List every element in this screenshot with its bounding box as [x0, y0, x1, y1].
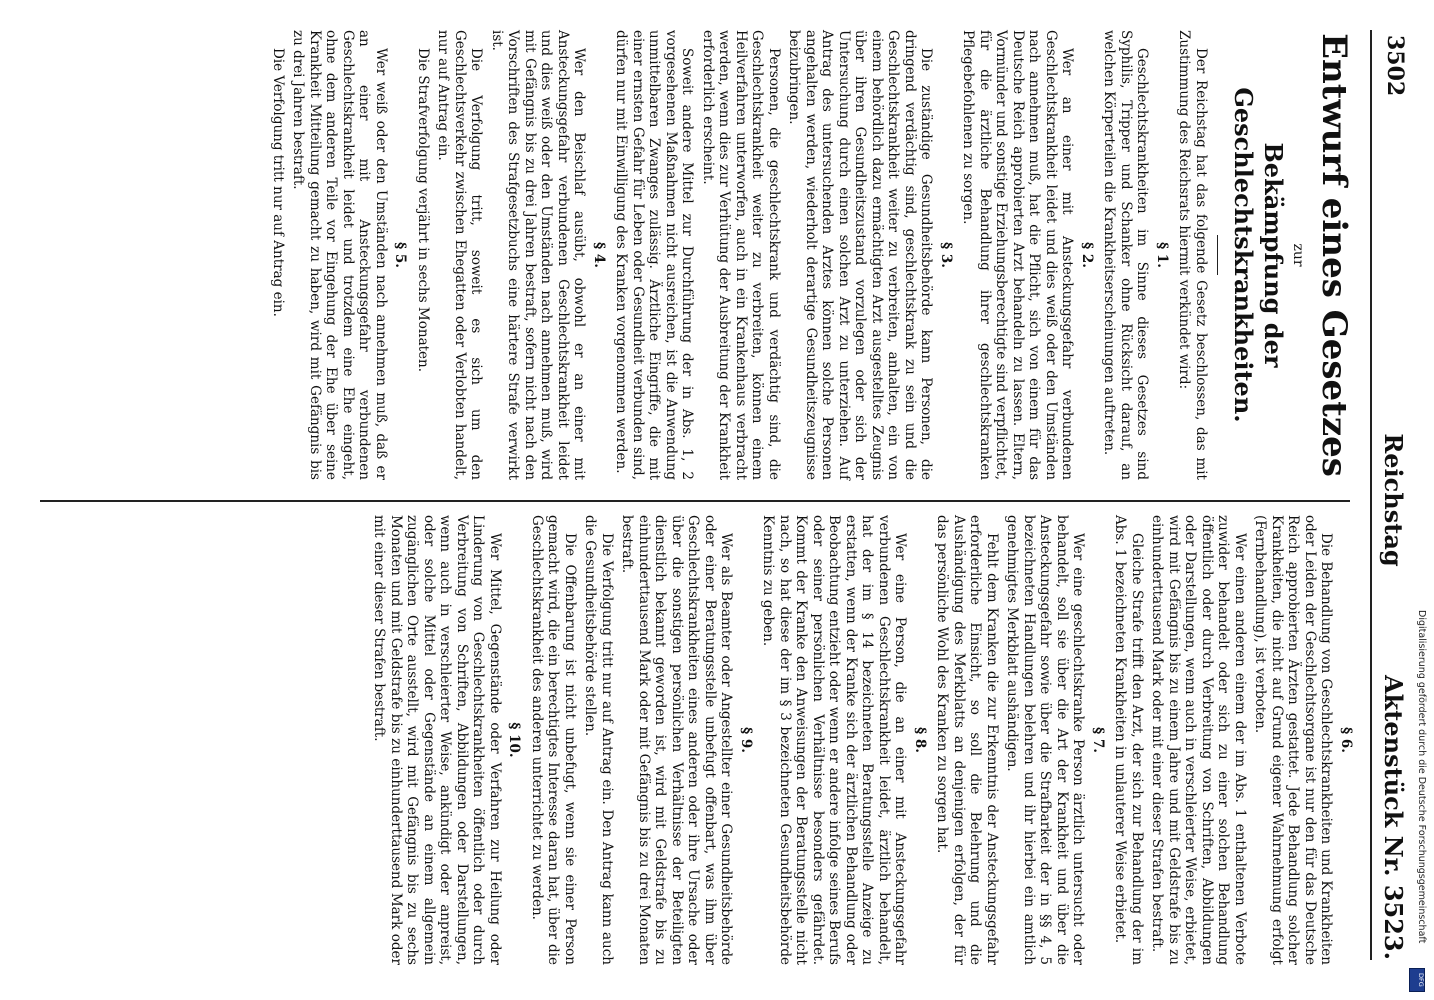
section-9-paragraph-2: Die Verfolgung tritt nur auf Antrag ein. Den Antrag kann auch die Gesundheitsbehörde stellen.	[582, 515, 615, 965]
document-subtitle: Bekämpfung der Geschlechtskrankheiten.	[1229, 87, 1288, 423]
title-separator	[1217, 235, 1218, 275]
section-5-paragraph-1: Wer weiß oder den Umständen nach annehmen muß, daß er an einer mit Ansteckungsgefahr verbundenen Geschlechtskrankheit leidet und trotzdem eine Ehe eingeht, ohne dem anderen Teile vor Eingehung der Ehe über seine Krankheit Mitteilung gemacht zu haben, wird mit Gefängnis bis zu drei Jahren bestraft.	[290, 30, 389, 480]
left-column	[266, 30, 1361, 480]
section-6-paragraph-1: Die Behandlung von Geschlechtskrankheiten und Krankheiten oder Leiden der Geschlechtsorgane ist nur den für das Deutsche Reich approbierten Ärzten gestattet. Jede Behandlung solcher Krankheiten, die nicht auf Grund eigener Wahrnehmung erfolgt (Fernbehandlung), ist verboten.	[1252, 515, 1335, 965]
section-8-text: Wer eine Person, die an einer mit Ansteckungsgefahr verbundenen Geschlechtskrankheit leidet, ärztlich behandelt, hat der im § 14 bezeichneten Beratungsstelle Anzeige zu erstatten, wenn der Kranke sich der ärztlichen Behandlung oder Beobachtung entzieht oder wenn er andere infolge seines Berufs oder seiner persönlichen Verhältnisse besonders gefährdet. Kommt der Kranke den Anweisungen der Beratungsstelle nicht nach, so hat diese der im § 3 bezeichneten Gesundheitsbehörde Kenntnis zu geben.	[760, 515, 909, 965]
section-heading-3: § 3.	[938, 242, 954, 268]
digitization-footer	[1403, 0, 1434, 1000]
digitization-note: Digitalisierung gefördert durch die Deutsche Forschungsgemeinschaft	[1416, 610, 1427, 944]
section-heading-2: § 2.	[1079, 242, 1095, 268]
header-aktenstueck: Aktenstück Nr. 3523.	[1379, 675, 1408, 960]
document-title: Entwurf eines Gesetzes	[1314, 33, 1354, 477]
dfg-logo: DFG	[1409, 968, 1425, 992]
section-heading-5: § 5.	[392, 242, 409, 268]
title-zur: zur	[1290, 243, 1306, 267]
section-4-paragraph-3: Die Strafverfolgung verjährt in sechs Monaten.	[415, 48, 431, 373]
section-7-paragraph-1: Wer eine geschlechtskranke Person ärztlich untersucht oder behandelt, soll sie über die Art der Krankheit und über die Ansteckungsgefahr sowie über die Strafbarkeit der in §§ 4, 5 bezeichneten Handlungen belehren und ihr hierbei ein amtlich genehmigtes Merkblatt aushändigen.	[1004, 515, 1087, 965]
section-heading-9: § 9.	[738, 727, 754, 753]
intro-paragraph: Der Reichstag hat das folgende Gesetz beschlossen, das mit Zustimmung des Reichsrats hiermit verkündet wird:	[1176, 30, 1209, 480]
section-heading-10: § 10.	[506, 722, 523, 758]
section-3-paragraph-2: Personen, die geschlechtskrank und verdächtig sind, die Geschlechtskrankheit weiter zu verbreiten, können einem Heilverfahren unterworfen, auch in ein Krankenhaus verbracht werden, wenn dies zur Verhütung der Ausbreitung der Krankheit erforderlich erscheint.	[700, 30, 782, 480]
section-9-paragraph-1: Wer als Beamter oder Angestellter einer Gesundheitsbehörde oder einer Beratungsstelle unbefugt offenbart, was ihm über Geschlechtskrankheiten eines anderen oder ihre Ursache oder über die sonstigen persönlichen Verhältnisse der Beteiligten dienstlich bekannt geworden ist, wird mit Geldstrafe bis zu einhunderttausend Mark oder mit Gefängnis bis zu drei Monaten bestraft.	[619, 515, 735, 965]
section-3-paragraph-3: Soweit andere Mittel zur Durchführung der in Abs. 1, 2 vorgesehenen Maßnahmen nicht ausreichen, ist die Anwendung unmittelbaren Zwanges zulässig. Ärztliche Eingriffe, die mit einer ernsten Gefahr für Leben oder Gesundheit verbunden sind, dürfen nur mit Einwilligung des Kranken vorgenommen werden.	[613, 30, 696, 480]
section-heading-8: § 8.	[912, 727, 928, 753]
section-heading-7: § 7.	[1090, 727, 1106, 753]
right-column	[367, 515, 1360, 965]
section-1-text: Geschlechtskrankheiten im Sinne dieses Gesetzes sind Syphilis, Tripper und Schanker ohne Rücksicht darauf, an welchen Körperteilen die Krankheitserscheinungen auftreten.	[1101, 30, 1151, 480]
section-heading-4: § 4.	[591, 242, 607, 268]
section-4-paragraph-2: Die Verfolgung tritt, soweit es sich um den Geschlechtsverkehr zwischen Ehegatten oder Verlobten handelt, nur auf Antrag ein.	[435, 30, 485, 480]
section-3-paragraph-1: Die zuständige Gesundheitsbehörde kann Personen, die dringend verdächtig sind, geschlechtskrank zu sein und die Geschlechtskrankheit weiter zu verbreiten, anhalten, ein von einem behördlich dazu ermächtigten Arzt ausgestelltes Zeugnis über ihren Gesundheitszustand vorzulegen oder sich der Untersuchung durch einen solchen Arzt zu unterziehen. Auf Antrag des untersuchenden Arztes können solche Personen angehalten werden, wiederholt derartige Gesundheitszeugnisse beizubringen.	[786, 30, 935, 480]
section-6-paragraph-3: Gleiche Strafe trifft den Arzt, der sich zur Behandlung der im Abs. 1 bezeichneten Krankheiten in unlauterer Weise erbietet.	[1112, 515, 1145, 965]
section-2-text: Wer an einer mit Ansteckungsgefahr verbundenen Geschlechtskrankheit leidet und dies weiß oder den Umständen nach annehmen muß, hat die Pflicht, sich von einem für das Deutsche Reich approbierten Arzt behandeln zu lassen. Eltern, Vormünder und sonstige Erziehungsberechtigte sind verpflichtet, für die ärztliche Behandlung ihrer geschlechtskranken Pflegebefohlenen zu sorgen.	[960, 30, 1076, 480]
section-5-paragraph-2: Die Verfolgung tritt nur auf Antrag ein.	[270, 48, 286, 317]
section-9-paragraph-3: Die Offenbarung ist nicht unbefugt, wenn sie einer Person gemacht wird, die ein berechtigtes Interesse daran hat, über die Geschlechtskrankheit des anderen unterrichtet zu werden.	[529, 515, 578, 965]
section-10-text: Wer Mittel, Gegenstände oder Verfahren zur Heilung oder Linderung von Geschlechtskrankheiten öffentlich oder durch Verbreitung von Schriften, Abbildungen oder Darstellungen, wenn auch in verschleierter Weise, ankündigt oder anpreist, oder solche Mittel oder Gegenstände an einem allgemein zugänglichen Orte ausstellt, wird mit Gefängnis bis zu sechs Monaten und mit Geldstrafe bis zu einhunderttausend Mark oder mit einer dieser Strafen bestraft.	[371, 515, 503, 965]
section-4-paragraph-1: Wer den Beischlaf ausübt, obwohl er an einer mit Ansteckungsgefahr verbundenen Geschlechtskrankheit leidet und dies weiß oder den Umständen nach annehmen muß, wird mit Gefängnis bis zu drei Jahren bestraft, sofern nicht nach den Vorschriften des Strafgesetzbuchs eine härtere Strafe verwirkt ist.	[489, 30, 588, 480]
header-rule	[1370, 30, 1372, 960]
page-number: 3502	[1382, 35, 1408, 97]
section-heading-6: § 6.	[1338, 727, 1354, 753]
section-6-paragraph-2: Wer einen anderen einem der im Abs. 1 enthaltenen Verbote zuwider behandelt oder sich zu einer solchen Behandlung öffentlich oder durch Verbreitung von Schriften, Abbildungen oder Darstellungen, wenn auch in verschleierter Weise, erbietet, wird mit Gefängnis bis zu einem Jahre und mit Geldstrafe bis zu einhunderttausend Mark oder mit einer dieser Strafen bestraft.	[1149, 515, 1248, 965]
header-reichstag: Reichstag	[1379, 433, 1408, 567]
section-7-paragraph-2: Fehlt dem Kranken die zur Erkenntnis der Ansteckungsgefahr erforderliche Einsicht, so soll die Belehrung und die Aushändigung des Merkblatts an denjenigen erfolgen, der für das persönliche Wohl des Kranken zu sorgen hat.	[934, 515, 1000, 965]
column-divider	[40, 500, 1350, 502]
section-heading-1: § 1.	[1154, 242, 1170, 268]
